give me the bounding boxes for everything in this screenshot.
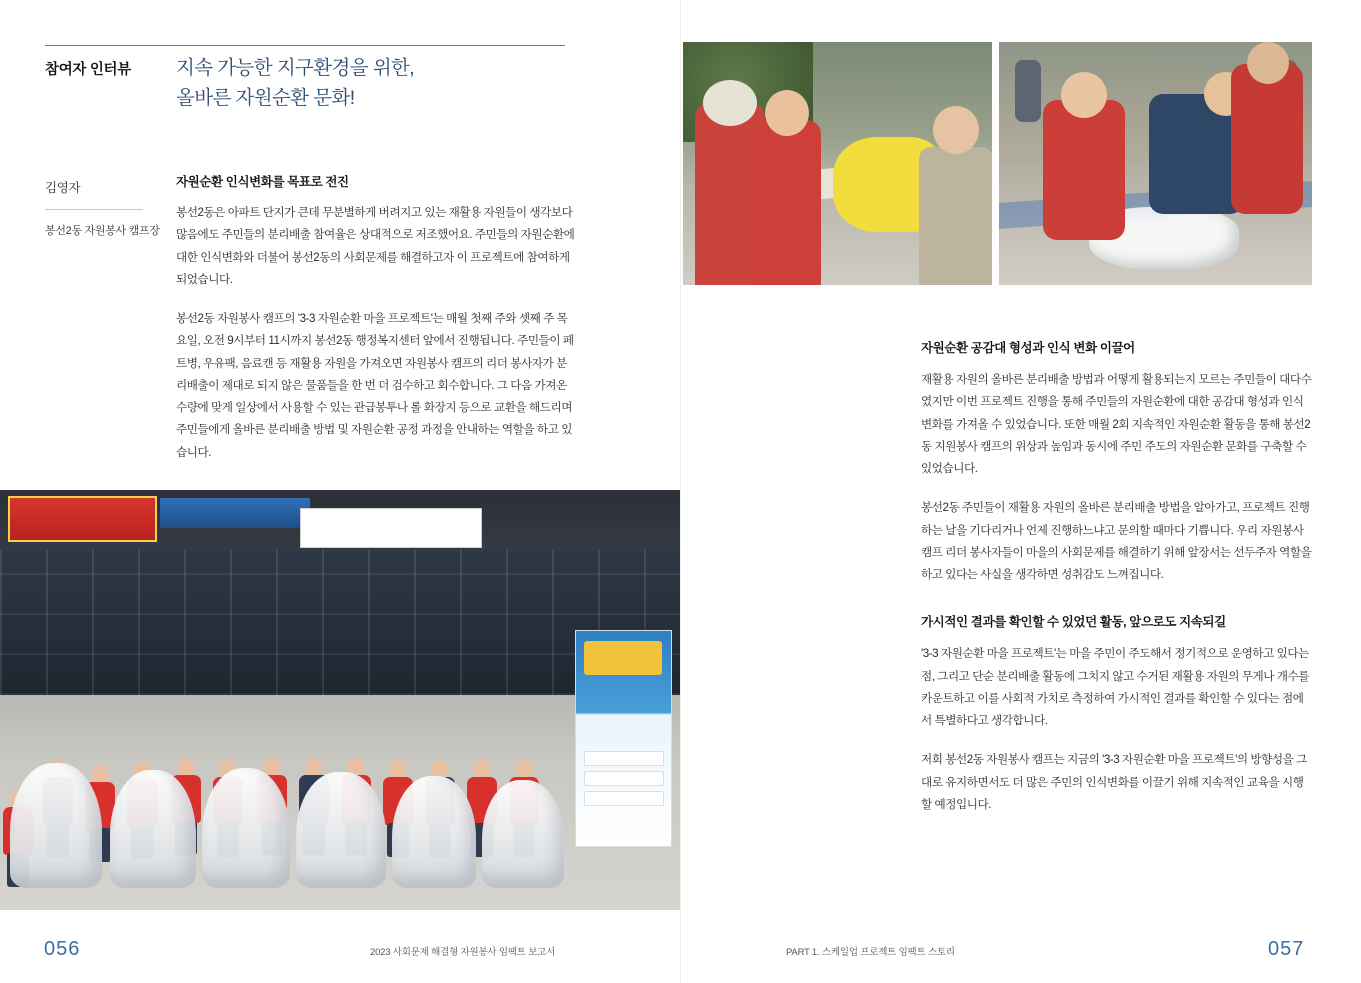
interviewee-role: 봉선2동 자원봉사 캠프장 xyxy=(45,225,160,237)
header-divider xyxy=(45,45,565,46)
photo-person xyxy=(919,147,992,285)
right-body-column xyxy=(921,338,1313,816)
footer-text-left: 2023 사회문제 해결형 자원봉사 임팩트 보고서 xyxy=(370,947,556,958)
interviewee-divider xyxy=(45,209,143,210)
photo-person xyxy=(755,120,821,285)
photo-blue-banner xyxy=(160,498,310,528)
left-subheading: 자원순환 인식변화를 목표로 전진 xyxy=(176,175,349,189)
page-spine xyxy=(680,0,681,983)
photo-person xyxy=(1015,60,1041,122)
recycling-bag xyxy=(296,772,386,888)
recycling-bag xyxy=(110,770,196,888)
paragraph: 저희 봉선2동 자원봉사 캠프는 지금의 '3-3 자원순환 마을 프로젝트'의 방향성을 그대로 유지하면서도 더 많은 주민의 인식변화를 이끌기 위해 지속적인 교육을 시행할 예정입니다. xyxy=(921,753,1307,811)
paragraph: 재활용 자원의 올바른 분리배출 방법과 어떻게 활용되는지 모르는 주민들이 대다수였지만 이번 프로젝트 진행을 통해 주민들의 자원순환에 대한 공감대 형성과 인식변화를 가져올 수 있었습니다. 또한 매월 2회 지속적인 자원순환 활동을 통해 봉선2동 지원봉사 캠프의 위상과 높임과 동시에 주민 주도의 자원순환 문화를 구축할 수 있었습니다. xyxy=(921,373,1312,475)
recycling-bag xyxy=(10,763,102,888)
paragraph: 봉선2동 자원봉사 캠프의 '3-3 자원순환 마을 프로젝트'는 매월 첫째 주와 셋째 주 목요일, 오전 9시부터 11시까지 봉선2동 행정복지센터 앞에서 진행됩니다. 주민들이 페트병, 우유팩, 음료캔 등 재활용 자원을 가져오면 자원봉사 캠프의 리더 봉사자가 분리배출이 제대로 되지 않은 물품들을 한 번 더 검수하고 회수합니다. 그 다음 가져온 수량에 맞게 일상에서 사용할 수 있는 관급봉투나 롤 화장지 등으로 교환을 해드리며 주민들에게 올바른 분리배출 방법 및 자원순환 공정 과정을 안내하는 역할을 하고 있습니다. xyxy=(176,312,574,459)
photo-signboard xyxy=(300,508,482,548)
left-page xyxy=(0,0,680,983)
photo-booth-activity xyxy=(683,42,992,285)
left-body-column xyxy=(176,172,576,464)
headline-line-1: 지속 가능한 지구환경을 위한, xyxy=(176,57,415,79)
footer-text-right: PART 1. 스케일업 프로젝트 임팩트 스토리 xyxy=(786,947,955,958)
photo-person xyxy=(1043,100,1125,240)
interviewee-name: 김영자 xyxy=(45,181,81,195)
right-subheading-2: 가시적인 결과를 확인할 수 있었던 활동, 앞으로도 지속되길 xyxy=(921,615,1226,630)
paragraph: 봉선2동 주민들이 재활용 자원의 올바른 분리배출 방법을 알아가고, 프로젝트 진행하는 날을 기다리거나 언제 진행하느냐고 문의할 때마다 기쁩니다. 우리 자원봉사 캠프 리더 봉사자들이 마을의 사회문제를 해결하기 위해 앞장서는 선두주자 역할을 하고 있다는 사실을 생각하면 성취감도 느껴집니다. xyxy=(921,501,1312,581)
recycling-bag xyxy=(482,780,564,888)
recycling-bag xyxy=(392,776,476,888)
page-headline xyxy=(176,54,576,113)
section-label: 참여자 인터뷰 xyxy=(45,62,131,78)
headline-line-2: 올바른 자원순환 문화! xyxy=(176,86,355,109)
photo-person xyxy=(1231,64,1303,214)
interviewee-block xyxy=(45,178,165,238)
paragraph: '3-3 자원순환 마을 프로젝트'는 마을 주민이 주도해서 정기적으로 운영하고 있다는 점, 그리고 단순 분리배출 활동에 그치지 않고 수거된 재활용 자원의 무게나 개수를 카운트하고 이를 사회적 가치로 측정하여 가시적인 결과를 확인할 수 있다는 점에서 특별하다고 생각합니다. xyxy=(921,647,1309,727)
right-subheading-1: 자원순환 공감대 형성과 인식 변화 이끌어 xyxy=(921,341,1135,355)
page-number-left: 056 xyxy=(44,938,81,960)
paragraph: 봉선2동은 아파트 단지가 큰데 무분별하게 버려지고 있는 재활용 자원들이 생각보다 많음에도 주민들의 분리배출 참여율은 상대적으로 저조했어요. 주민들의 자원순환에 대한 인식변화와 더불어 봉선2동의 사회문제를 해결하고자 이 프로젝트에 참여하게 되었습니다. xyxy=(176,206,575,286)
group-photo xyxy=(0,490,680,910)
photo-street-collection xyxy=(999,42,1312,285)
campaign-poster xyxy=(575,630,672,847)
page-number-right: 057 xyxy=(1268,938,1305,960)
recycling-bag xyxy=(202,768,290,888)
photo-red-banner xyxy=(8,496,157,542)
